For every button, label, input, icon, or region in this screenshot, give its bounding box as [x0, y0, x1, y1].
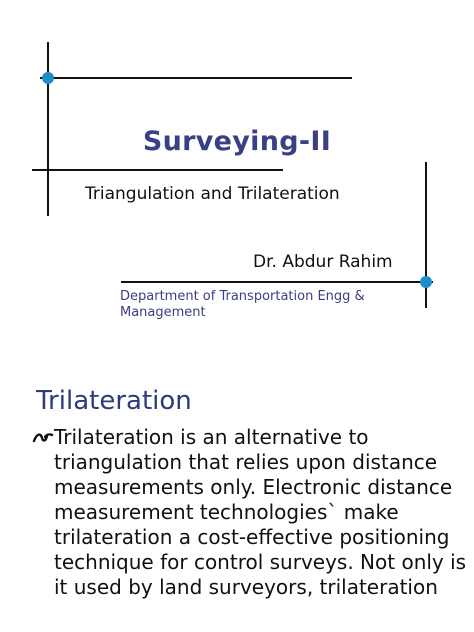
- curl-bullet-icon: [32, 427, 54, 449]
- department-name: Department of Transportation Engg & Management: [120, 289, 365, 320]
- frame-line-bottom-horizontal: [121, 281, 433, 283]
- frame-line-top-horizontal: [40, 77, 352, 79]
- slide-subtitle: Triangulation and Trilateration: [85, 184, 340, 204]
- author-name: Dr. Abdur Rahim: [253, 252, 393, 272]
- slide-title: Surveying-II: [142, 126, 332, 157]
- frame-line-middle-horizontal: [32, 169, 283, 171]
- bullet-item: [32, 425, 472, 600]
- accent-dot-bottom-right: [420, 276, 432, 288]
- bullet-text: Trilateration is an alternative to triangulation that relies upon distance measurements only. Electronic distance measurement technologies` make trilateration a cost-effective positioning technique for control surveys. Not only is it used by land surveyors, trilateration: [54, 425, 467, 599]
- slide-heading: Trilateration: [36, 386, 192, 416]
- content-slide: [0, 350, 474, 632]
- accent-dot-top-left: [42, 72, 54, 84]
